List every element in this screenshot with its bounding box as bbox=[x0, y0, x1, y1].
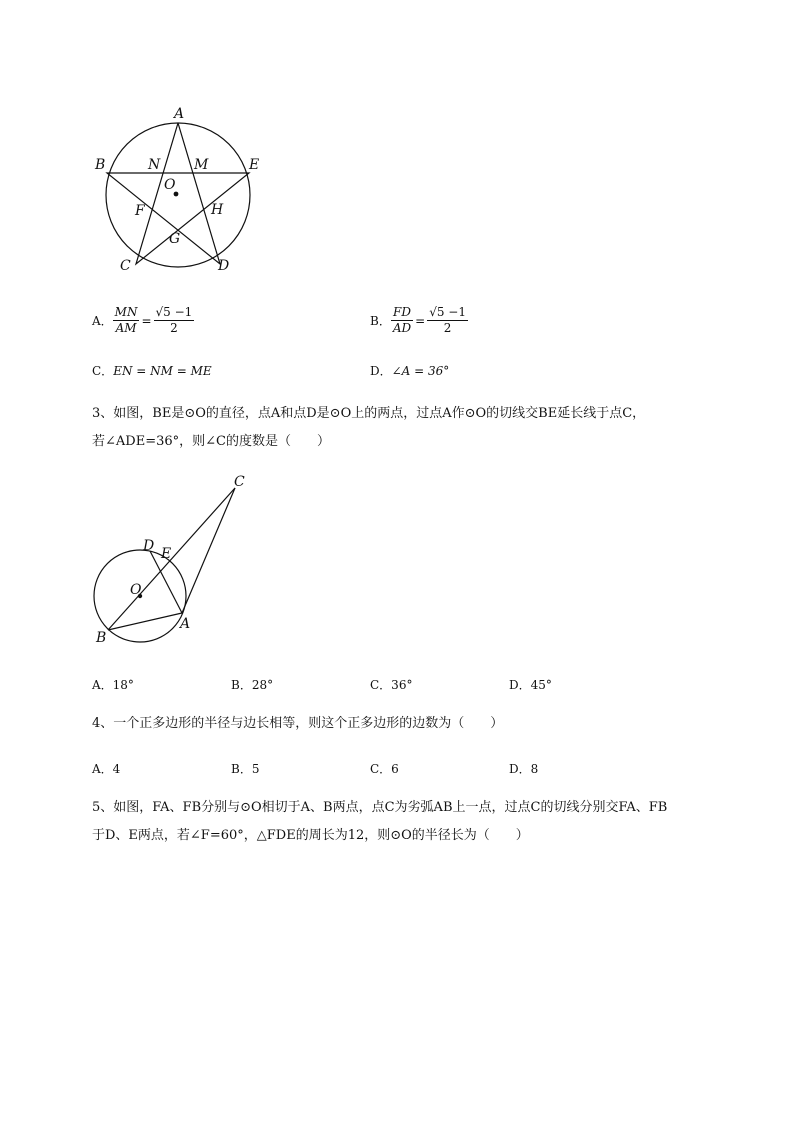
q4-option-a[interactable]: A．4 bbox=[92, 762, 121, 776]
q2-option-c[interactable] bbox=[92, 362, 212, 379]
q3-option-a[interactable]: A．18° bbox=[92, 678, 134, 692]
q2-option-c-text: EN = NM = ME bbox=[113, 363, 212, 378]
q3-line1: 3、如图，BE是⊙O的直径，点A和点D是⊙O上的两点，过点A作⊙O的切线交BE延长线于点C， bbox=[92, 406, 646, 421]
label-a: A bbox=[180, 616, 191, 632]
q4-option-c[interactable]: C．6 bbox=[370, 762, 399, 776]
q2-option-b-letter: B． bbox=[370, 314, 391, 328]
q4-stem: 4、一个正多边形的半径与边长相等，则这个正多边形的边数为（ ） bbox=[92, 716, 504, 731]
line-bc bbox=[108, 488, 235, 630]
label-C: C bbox=[120, 258, 131, 274]
q2-option-b-equals: = bbox=[415, 313, 426, 328]
q5-line1: 5、如图，FA、FB分别与⊙O相切于A、B两点，点C为劣弧AB上一点，过点C的切线分别交FA、FB bbox=[92, 800, 668, 815]
q3-option-d[interactable]: D．45° bbox=[509, 678, 552, 692]
label-G: G bbox=[169, 231, 181, 247]
label-b: B bbox=[96, 630, 107, 646]
label-e: E bbox=[161, 546, 172, 562]
tangent-figure bbox=[88, 470, 258, 650]
q2-option-a-fraction-right: $\frac{√5 -1}{2}$ bbox=[155, 305, 193, 335]
q3-option-b[interactable]: B．28° bbox=[231, 678, 274, 692]
q5-line2: 于D、E两点，若∠F=60°，△FDE的周长为12，则⊙O的半径长为（ ） bbox=[92, 828, 529, 843]
q4-option-b[interactable]: B．5 bbox=[231, 762, 260, 776]
label-N: N bbox=[148, 157, 161, 173]
label-B: B bbox=[95, 157, 106, 173]
q2-option-a-letter: A． bbox=[92, 314, 113, 328]
q2-option-b-fraction-left: $\frac{FD}{AD}$ bbox=[392, 305, 412, 335]
q2-option-b-fraction-right: $\frac{√5 -1}{2}$ bbox=[429, 305, 466, 335]
label-d: D bbox=[143, 538, 155, 554]
q2-option-d[interactable] bbox=[370, 362, 449, 379]
label-E: E bbox=[249, 157, 260, 173]
q4-option-d[interactable]: D．8 bbox=[509, 762, 539, 776]
label-O: O bbox=[164, 177, 176, 193]
label-D: D bbox=[218, 258, 230, 274]
q2-option-a[interactable] bbox=[92, 305, 194, 336]
label-A: A bbox=[174, 106, 185, 122]
q2-option-c-letter: C． bbox=[92, 364, 114, 378]
q2-option-b[interactable] bbox=[370, 305, 468, 336]
q2-option-a-equals: = bbox=[141, 313, 152, 328]
pentagram-figure bbox=[90, 100, 270, 280]
q2-option-a-fraction-left: $\frac{MN}{AM}$ bbox=[114, 305, 138, 335]
line-ba bbox=[108, 613, 182, 630]
q3-stem bbox=[92, 400, 752, 456]
q3-option-c[interactable]: C．36° bbox=[370, 678, 413, 692]
q5-stem bbox=[92, 794, 752, 850]
label-o: O bbox=[130, 582, 142, 598]
label-H: H bbox=[211, 202, 224, 218]
q3-line2: 若∠ADE=36°，则∠C的度数是（ ） bbox=[92, 434, 330, 449]
line-ac bbox=[182, 488, 235, 613]
q2-option-d-text: ∠A = 36° bbox=[391, 363, 450, 378]
label-M: M bbox=[194, 157, 209, 173]
q2-option-d-letter: D． bbox=[370, 364, 392, 378]
label-c: C bbox=[234, 474, 245, 490]
label-F: F bbox=[135, 203, 145, 219]
